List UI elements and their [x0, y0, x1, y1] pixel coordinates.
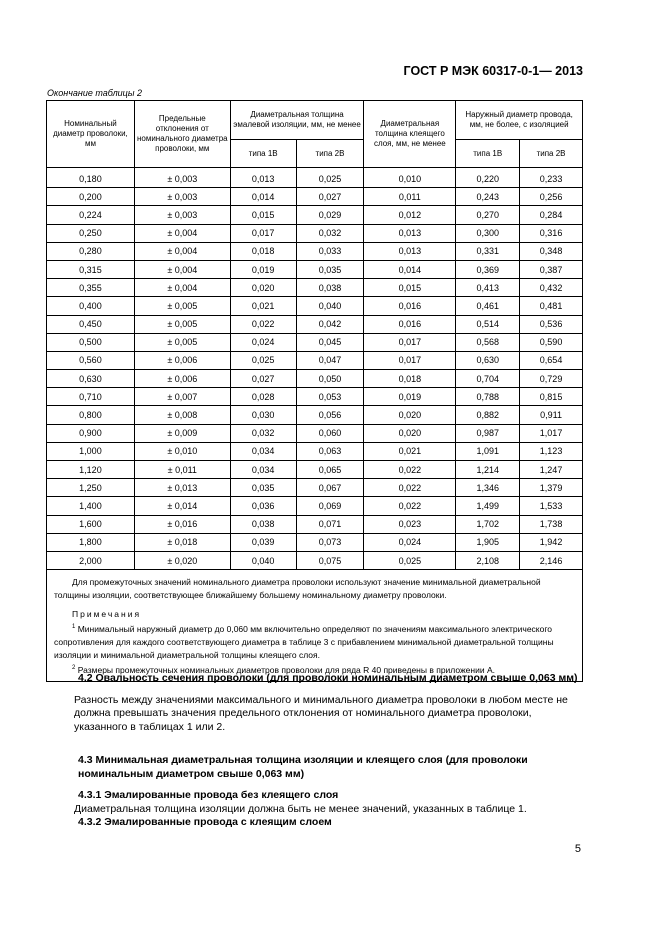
table-row — [47, 351, 583, 369]
table-row — [47, 297, 583, 315]
cell-enamel-type-1b: 0,014 — [230, 188, 296, 206]
table-row — [47, 406, 583, 424]
cell-nominal-diameter: 0,500 — [47, 333, 135, 351]
cell-enamel-type-1b: 0,036 — [230, 497, 296, 515]
cell-outer-type-1b: 1,346 — [456, 479, 520, 497]
cell-deviation: ± 0,004 — [134, 242, 230, 260]
table-footnote: Для промежуточных значений номинального диаметра проволоки используют значение минимальной диаметральной толщины изоляции, соответствующее ближайшему большему номинальному диаметру проволоки. — [54, 577, 541, 601]
cell-adhesive: 0,010 — [364, 168, 456, 188]
cell-deviation: ± 0,010 — [134, 442, 230, 460]
cell-enamel-type-2b: 0,065 — [296, 461, 364, 479]
cell-outer-type-1b: 0,788 — [456, 388, 520, 406]
cell-adhesive: 0,023 — [364, 515, 456, 533]
header-type-2b: типа 2В — [296, 140, 364, 168]
table-row — [47, 188, 583, 206]
cell-enamel-type-1b: 0,030 — [230, 406, 296, 424]
section-4-2 — [74, 672, 583, 734]
table-row — [47, 388, 583, 406]
cell-adhesive: 0,016 — [364, 297, 456, 315]
cell-adhesive: 0,020 — [364, 406, 456, 424]
header-enamel-thickness: Диаметральная толщина эмалевой изоляции, мм, не менее — [230, 101, 364, 140]
table-row — [47, 315, 583, 333]
cell-outer-type-1b: 0,243 — [456, 188, 520, 206]
cell-enamel-type-1b: 0,032 — [230, 424, 296, 442]
cell-nominal-diameter: 0,560 — [47, 351, 135, 369]
cell-deviation: ± 0,011 — [134, 461, 230, 479]
cell-outer-type-2b: 0,729 — [520, 370, 583, 388]
cell-adhesive: 0,013 — [364, 224, 456, 242]
cell-outer-type-1b: 0,369 — [456, 260, 520, 278]
cell-enamel-type-2b: 0,033 — [296, 242, 364, 260]
cell-enamel-type-1b: 0,040 — [230, 551, 296, 569]
cell-nominal-diameter: 0,280 — [47, 242, 135, 260]
note-2-number: 2 — [72, 664, 76, 671]
header-type-1b: типа 1В — [230, 140, 296, 168]
cell-deviation: ± 0,020 — [134, 551, 230, 569]
cell-outer-type-2b: 0,481 — [520, 297, 583, 315]
table-row — [47, 424, 583, 442]
cell-adhesive: 0,022 — [364, 461, 456, 479]
cell-adhesive: 0,012 — [364, 206, 456, 224]
wire-dimensions-table — [46, 100, 583, 682]
cell-enamel-type-2b: 0,032 — [296, 224, 364, 242]
cell-deviation: ± 0,006 — [134, 370, 230, 388]
header-adhesive-thickness: Диаметральная толщина клеящего слоя, мм, не менее — [364, 101, 456, 168]
cell-outer-type-1b: 1,499 — [456, 497, 520, 515]
table-row — [47, 206, 583, 224]
section-4-3-title: 4.3 Минимальная диаметральная толщина изоляции и клеящего слоя (для проволоки номинальным диаметром свыше 0,063 мм) — [78, 754, 528, 780]
cell-enamel-type-2b: 0,035 — [296, 260, 364, 278]
cell-outer-type-1b: 0,630 — [456, 351, 520, 369]
cell-outer-type-2b: 0,815 — [520, 388, 583, 406]
cell-outer-type-1b: 0,413 — [456, 279, 520, 297]
cell-outer-type-2b: 0,284 — [520, 206, 583, 224]
cell-nominal-diameter: 1,120 — [47, 461, 135, 479]
cell-enamel-type-1b: 0,024 — [230, 333, 296, 351]
cell-enamel-type-2b: 0,067 — [296, 479, 364, 497]
cell-nominal-diameter: 0,355 — [47, 279, 135, 297]
cell-enamel-type-2b: 0,053 — [296, 388, 364, 406]
cell-enamel-type-1b: 0,017 — [230, 224, 296, 242]
cell-adhesive: 0,011 — [364, 188, 456, 206]
table-row — [47, 242, 583, 260]
cell-nominal-diameter: 0,250 — [47, 224, 135, 242]
section-4-2-text: Разность между значениями максимального и минимального диаметра проволоки в любом месте не должна превышать значения предельного отклонения от номинального диаметра проволоки, указанного в таблицах 1 или 2. — [74, 693, 568, 733]
cell-enamel-type-1b: 0,027 — [230, 370, 296, 388]
cell-enamel-type-2b: 0,027 — [296, 188, 364, 206]
section-4-3 — [74, 754, 583, 830]
cell-adhesive: 0,014 — [364, 260, 456, 278]
cell-deviation: ± 0,014 — [134, 497, 230, 515]
cell-outer-type-2b: 1,533 — [520, 497, 583, 515]
table-row — [47, 224, 583, 242]
cell-nominal-diameter: 0,900 — [47, 424, 135, 442]
header-outer-diameter: Наружный диаметр провода, мм, не более, с изоляцией — [456, 101, 583, 140]
cell-enamel-type-2b: 0,025 — [296, 168, 364, 188]
table-row — [47, 479, 583, 497]
cell-adhesive: 0,022 — [364, 497, 456, 515]
cell-adhesive: 0,013 — [364, 242, 456, 260]
cell-deviation: ± 0,005 — [134, 297, 230, 315]
cell-adhesive: 0,017 — [364, 351, 456, 369]
cell-deviation: ± 0,004 — [134, 224, 230, 242]
cell-deviation: ± 0,005 — [134, 333, 230, 351]
cell-enamel-type-1b: 0,015 — [230, 206, 296, 224]
cell-outer-type-1b: 0,882 — [456, 406, 520, 424]
cell-adhesive: 0,025 — [364, 551, 456, 569]
table-caption: Окончание таблицы 2 — [47, 88, 142, 98]
table-row — [47, 168, 583, 188]
note-2-text: Размеры промежуточных номинальных диаметров проволоки для ряда R 40 приведены в приложении А. — [77, 664, 495, 675]
cell-nominal-diameter: 2,000 — [47, 551, 135, 569]
note-1-number: 1 — [72, 624, 76, 631]
cell-outer-type-2b: 0,654 — [520, 351, 583, 369]
cell-outer-type-1b: 0,568 — [456, 333, 520, 351]
cell-enamel-type-1b: 0,018 — [230, 242, 296, 260]
cell-adhesive: 0,019 — [364, 388, 456, 406]
header-nominal-diameter: Номинальный диаметр проволоки, мм — [47, 101, 135, 168]
cell-adhesive: 0,022 — [364, 479, 456, 497]
cell-outer-type-1b: 1,905 — [456, 533, 520, 551]
cell-enamel-type-2b: 0,063 — [296, 442, 364, 460]
notes-title: Примечания — [72, 609, 142, 620]
table-row — [47, 533, 583, 551]
cell-enamel-type-1b: 0,038 — [230, 515, 296, 533]
cell-enamel-type-2b: 0,050 — [296, 370, 364, 388]
cell-nominal-diameter: 1,800 — [47, 533, 135, 551]
cell-nominal-diameter: 0,450 — [47, 315, 135, 333]
table-row — [47, 551, 583, 569]
cell-deviation: ± 0,003 — [134, 168, 230, 188]
cell-outer-type-2b: 1,942 — [520, 533, 583, 551]
cell-adhesive: 0,016 — [364, 315, 456, 333]
cell-enamel-type-2b: 0,038 — [296, 279, 364, 297]
cell-nominal-diameter: 1,600 — [47, 515, 135, 533]
cell-enamel-type-1b: 0,039 — [230, 533, 296, 551]
cell-enamel-type-1b: 0,025 — [230, 351, 296, 369]
cell-adhesive: 0,017 — [364, 333, 456, 351]
cell-outer-type-2b: 0,348 — [520, 242, 583, 260]
cell-nominal-diameter: 0,710 — [47, 388, 135, 406]
cell-adhesive: 0,021 — [364, 442, 456, 460]
section-4-3-2-title: 4.3.2 Эмалированные провода с клеящим слоем — [78, 816, 332, 828]
cell-enamel-type-1b: 0,035 — [230, 479, 296, 497]
table-row — [47, 333, 583, 351]
cell-nominal-diameter: 0,630 — [47, 370, 135, 388]
note-1-text: Минимальный наружный диаметр до 0,060 мм включительно определяют по значениям максимального электрического сопротивления для каждого соответствующего диаметра в таблице 3 с прибавлением минимальной диаметральной толщины изоляции и минимальной диаметральной толщины клеящего слоя. — [54, 623, 554, 660]
cell-outer-type-1b: 0,220 — [456, 168, 520, 188]
cell-enamel-type-2b: 0,069 — [296, 497, 364, 515]
cell-outer-type-1b: 0,461 — [456, 297, 520, 315]
cell-enamel-type-2b: 0,042 — [296, 315, 364, 333]
cell-deviation: ± 0,018 — [134, 533, 230, 551]
cell-enamel-type-1b: 0,022 — [230, 315, 296, 333]
cell-outer-type-1b: 0,514 — [456, 315, 520, 333]
cell-enamel-type-2b: 0,047 — [296, 351, 364, 369]
cell-enamel-type-2b: 0,060 — [296, 424, 364, 442]
cell-enamel-type-2b: 0,040 — [296, 297, 364, 315]
cell-deviation: ± 0,013 — [134, 479, 230, 497]
cell-outer-type-2b: 2,146 — [520, 551, 583, 569]
table-row — [47, 442, 583, 460]
cell-outer-type-1b: 0,270 — [456, 206, 520, 224]
cell-deviation: ± 0,009 — [134, 424, 230, 442]
cell-outer-type-1b: 0,300 — [456, 224, 520, 242]
cell-enamel-type-1b: 0,028 — [230, 388, 296, 406]
table-row — [47, 515, 583, 533]
cell-outer-type-1b: 0,331 — [456, 242, 520, 260]
cell-outer-type-1b: 0,704 — [456, 370, 520, 388]
section-4-3-1-text: Диаметральная толщина изоляции должна быть не менее значений, указанных в таблице 1. — [74, 802, 527, 815]
header-type-1b-outer: типа 1В — [456, 140, 520, 168]
cell-enamel-type-2b: 0,045 — [296, 333, 364, 351]
cell-deviation: ± 0,016 — [134, 515, 230, 533]
cell-deviation: ± 0,004 — [134, 260, 230, 278]
cell-outer-type-1b: 1,702 — [456, 515, 520, 533]
cell-enamel-type-2b: 0,029 — [296, 206, 364, 224]
cell-enamel-type-2b: 0,073 — [296, 533, 364, 551]
cell-adhesive: 0,024 — [364, 533, 456, 551]
cell-enamel-type-2b: 0,075 — [296, 551, 364, 569]
cell-enamel-type-1b: 0,021 — [230, 297, 296, 315]
cell-deviation: ± 0,003 — [134, 188, 230, 206]
cell-outer-type-1b: 1,214 — [456, 461, 520, 479]
cell-outer-type-1b: 0,987 — [456, 424, 520, 442]
cell-deviation: ± 0,005 — [134, 315, 230, 333]
cell-enamel-type-2b: 0,056 — [296, 406, 364, 424]
cell-outer-type-1b: 1,091 — [456, 442, 520, 460]
cell-outer-type-2b: 0,233 — [520, 168, 583, 188]
cell-nominal-diameter: 0,200 — [47, 188, 135, 206]
cell-nominal-diameter: 0,400 — [47, 297, 135, 315]
document-header: ГОСТ Р МЭК 60317-0-1— 2013 — [403, 64, 583, 78]
cell-deviation: ± 0,004 — [134, 279, 230, 297]
cell-outer-type-2b: 0,387 — [520, 260, 583, 278]
cell-enamel-type-1b: 0,034 — [230, 461, 296, 479]
section-4-2-title: 4.2 Овальность сечения проволоки (для проволоки номинальным диаметром свыше 0,063 мм) — [78, 672, 578, 684]
cell-deviation: ± 0,007 — [134, 388, 230, 406]
header-deviation: Предельные отклонения от номинального диаметра проволоки, мм — [134, 101, 230, 168]
cell-enamel-type-1b: 0,019 — [230, 260, 296, 278]
cell-outer-type-2b: 0,256 — [520, 188, 583, 206]
cell-adhesive: 0,015 — [364, 279, 456, 297]
cell-outer-type-2b: 0,590 — [520, 333, 583, 351]
cell-nominal-diameter: 0,224 — [47, 206, 135, 224]
page-number: 5 — [574, 843, 581, 855]
cell-nominal-diameter: 1,250 — [47, 479, 135, 497]
cell-outer-type-2b: 0,316 — [520, 224, 583, 242]
table-row — [47, 370, 583, 388]
cell-enamel-type-2b: 0,071 — [296, 515, 364, 533]
section-4-3-1-title: 4.3.1 Эмалированные провода без клеящего слоя — [78, 789, 339, 801]
cell-adhesive: 0,020 — [364, 424, 456, 442]
cell-enamel-type-1b: 0,013 — [230, 168, 296, 188]
cell-enamel-type-1b: 0,020 — [230, 279, 296, 297]
cell-nominal-diameter: 1,400 — [47, 497, 135, 515]
table-row — [47, 461, 583, 479]
cell-deviation: ± 0,003 — [134, 206, 230, 224]
cell-nominal-diameter: 0,180 — [47, 168, 135, 188]
cell-nominal-diameter: 0,315 — [47, 260, 135, 278]
cell-outer-type-2b: 0,536 — [520, 315, 583, 333]
header-type-2b-outer: типа 2В — [520, 140, 583, 168]
cell-outer-type-2b: 1,379 — [520, 479, 583, 497]
cell-nominal-diameter: 0,800 — [47, 406, 135, 424]
cell-deviation: ± 0,006 — [134, 351, 230, 369]
cell-outer-type-2b: 1,017 — [520, 424, 583, 442]
cell-deviation: ± 0,008 — [134, 406, 230, 424]
note-1 — [54, 621, 575, 662]
table-row — [47, 497, 583, 515]
table-notes — [47, 570, 583, 682]
cell-nominal-diameter: 1,000 — [47, 442, 135, 460]
cell-outer-type-2b: 0,432 — [520, 279, 583, 297]
cell-adhesive: 0,018 — [364, 370, 456, 388]
cell-outer-type-2b: 1,123 — [520, 442, 583, 460]
cell-outer-type-1b: 2,108 — [456, 551, 520, 569]
cell-outer-type-2b: 1,738 — [520, 515, 583, 533]
cell-enamel-type-1b: 0,034 — [230, 442, 296, 460]
table-row — [47, 260, 583, 278]
table-row — [47, 279, 583, 297]
cell-outer-type-2b: 1,247 — [520, 461, 583, 479]
cell-outer-type-2b: 0,911 — [520, 406, 583, 424]
